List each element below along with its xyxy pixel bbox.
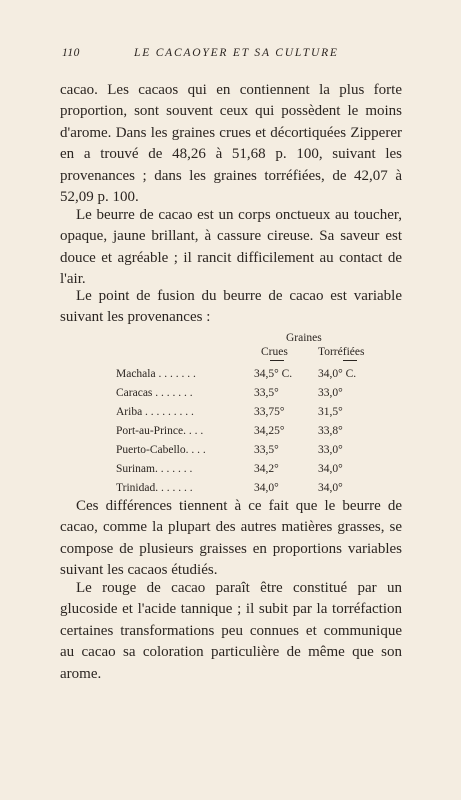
table-row: [116, 425, 406, 441]
value-crues: 34,2°: [254, 463, 279, 475]
value-torrefiees: 34,0° C.: [318, 368, 357, 380]
page-number: 110: [62, 47, 80, 59]
origin-name: Puerto-Cabello. . . .: [116, 444, 206, 456]
value-crues: 34,25°: [254, 425, 285, 437]
paragraph-2: [60, 205, 402, 291]
paragraph-1: [60, 80, 402, 208]
value-torrefiees: 31,5°: [318, 406, 343, 418]
value-torrefiees: 33,0°: [318, 387, 343, 399]
table-row: [116, 368, 406, 384]
table-row: [116, 444, 406, 460]
table-row: [116, 406, 406, 422]
value-crues: 33,75°: [254, 406, 285, 418]
origin-name: Port-au-Prince. . . .: [116, 425, 204, 437]
origin-name: Trinidad. . . . . . .: [116, 482, 193, 494]
value-torrefiees: 34,0°: [318, 482, 343, 494]
origin-name: Machala . . . . . . .: [116, 368, 196, 380]
origin-name: Caracas . . . . . . .: [116, 387, 193, 399]
value-torrefiees: 34,0°: [318, 463, 343, 475]
origin-name: Ariba . . . . . . . . .: [116, 406, 194, 418]
value-torrefiees: 33,8°: [318, 425, 343, 437]
value-crues: 34,5° C.: [254, 368, 293, 380]
paragraph-4: [60, 496, 402, 582]
running-title: LE CACAOYER ET SA CULTURE: [134, 47, 339, 59]
value-crues: 34,0°: [254, 482, 279, 494]
paragraph-3: [60, 286, 402, 329]
value-crues: 33,5°: [254, 387, 279, 399]
column-header-torrefiees: Torréfiées: [318, 346, 365, 358]
table-row: [116, 387, 406, 403]
table-group-header: Graines: [286, 332, 322, 344]
origin-name: Surinam. . . . . . .: [116, 463, 193, 475]
value-crues: 33,5°: [254, 444, 279, 456]
paragraph-text: Le point de fusion du beurre de cacao est variable suivant les provenances :: [60, 288, 402, 326]
paragraph-text: Ces différences tiennent à ce fait que le beurre de cacao, comme la plupart des autres matières grasses, se compose de plusieurs graisses en proportions variables suivant les cacaos étudiés.: [60, 498, 402, 579]
value-torrefiees: 33,0°: [318, 444, 343, 456]
column-rule: [270, 360, 284, 361]
paragraph-text: Le beurre de cacao est un corps onctueux au toucher, opaque, jaune brillant, à cassure cireuse. Sa saveur est douce et agréable ; il rancit difficilement au contact de l'air.: [60, 207, 402, 288]
paragraph-text: cacao. Les cacaos qui en contiennent la plus forte proportion, sont souvent ceux qui possèdent le moins d'arome. Dans les graines crues et décortiquées Zipperer en a trouvé de 48,26 à 51,68 p. 100, suivant les provenances ; dans les graines torréfiées, de 42,07 à 52,09 p. 100.: [60, 82, 402, 206]
column-rule: [343, 360, 357, 361]
table-row: [116, 463, 406, 479]
paragraph-text: Le rouge de cacao paraît être constitué par un glucoside et l'acide tannique ; il subit par la torréfaction certaines transformations peu connues et communique au cacao sa coloration particulière de même que son arome.: [60, 580, 402, 682]
paragraph-5: [60, 578, 402, 685]
column-header-crues: Crues: [261, 346, 288, 358]
